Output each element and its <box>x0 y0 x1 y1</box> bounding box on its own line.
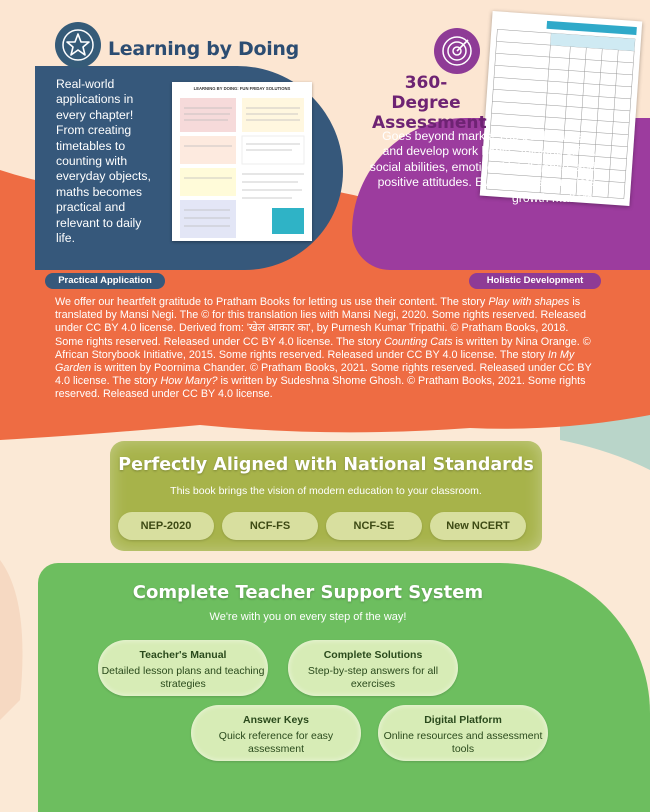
worksheet-title: LEARNING BY DOING: FUN FRIDAY SOLUTIONS <box>193 86 291 91</box>
assessment-title <box>372 73 487 133</box>
worksheet-content <box>172 92 312 241</box>
credits-text <box>55 296 595 402</box>
practical-application-tag: Practical Application <box>45 273 165 289</box>
card-description: Detailed lesson plans and teaching strategies <box>101 665 265 690</box>
card-description: Step-by-step answers for all exercises <box>307 665 439 690</box>
target-icon <box>440 34 474 68</box>
assessment-description: Goes beyond marks! The books assess and develop work habits, thinking skills, social abilities, emotional intelligence, and positive attitudes. Every child's complete growth matters. <box>369 129 596 205</box>
credits-part: is written by Sudeshna Shome Ghosh. © Pratham Books, 2021. Some rights reserved. Released under CC BY 4.0 license. <box>55 375 586 401</box>
standards-subtitle: This book brings the vision of modern education to your classroom. <box>170 485 482 497</box>
assessment-title-line1: 360-Degree <box>391 73 461 113</box>
credits-part: is written by Nina Orange. © African Storybook Initiative, 2015. Some rights reserved. Released under CC BY 4.0 license. The story <box>55 335 591 361</box>
card-digital-platform <box>378 705 548 761</box>
card-teachers-manual <box>98 640 268 696</box>
card-complete-solutions <box>288 640 458 696</box>
pill-ncf-fs: NCF-FS <box>222 512 318 540</box>
card-title: Complete Solutions <box>323 649 423 661</box>
story-title: Counting Cats <box>384 335 453 348</box>
story-title: In My Garden <box>55 348 575 375</box>
star-icon <box>61 28 95 62</box>
learning-title: Learning by Doing <box>108 38 299 60</box>
credits-part: is written by Poornima Chander. © Pratham Books, 2021. Some rights reserved. Released under CC BY 4.0 license. The story <box>55 362 592 388</box>
credits-part: is translated by Mansi Negi. The © for this translation lies with Mansi Negi, 2020. Some rights reserved. Released under CC BY 4.0 license. Derived from: 'खेल आकार का', by Purnesh Kumar Tripathi. © Pratham Books, 2018. Some rights reserved. Released under CC BY 4.0 license. The story <box>55 296 587 348</box>
card-title: Digital Platform <box>424 714 502 726</box>
card-answer-keys <box>191 705 361 761</box>
pill-nep-2020: NEP-2020 <box>118 512 214 540</box>
assessment-title-line2: Assessment <box>372 113 487 133</box>
worksheet-preview <box>172 82 312 241</box>
card-description: Quick reference for easy assessment <box>218 730 334 755</box>
target-badge <box>434 28 480 74</box>
teacher-support-subtitle: We're with you on every step of the way! <box>209 611 407 623</box>
story-title: How Many? <box>160 375 218 388</box>
card-title: Answer Keys <box>243 714 309 726</box>
credits-part: We offer our heartfelt gratitude to Pratham Books for letting us use their content. The story <box>55 296 489 308</box>
story-title: Play with shapes <box>488 296 570 308</box>
pill-new-ncert: New NCERT <box>430 512 526 540</box>
teacher-support-title: Complete Teacher Support System <box>132 582 484 603</box>
card-description: Online resources and assessment tools <box>383 730 543 755</box>
standards-title: Perfectly Aligned with National Standards <box>118 455 534 475</box>
pill-ncf-se: NCF-SE <box>326 512 422 540</box>
holistic-development-tag: Holistic Development <box>469 273 601 289</box>
card-title: Teacher's Manual <box>139 649 227 661</box>
learning-description: Real-world applications in every chapter! From creating timetables to counting with everyday objects, maths becomes practical and relevant to daily life. <box>56 77 151 246</box>
star-badge <box>55 22 101 68</box>
